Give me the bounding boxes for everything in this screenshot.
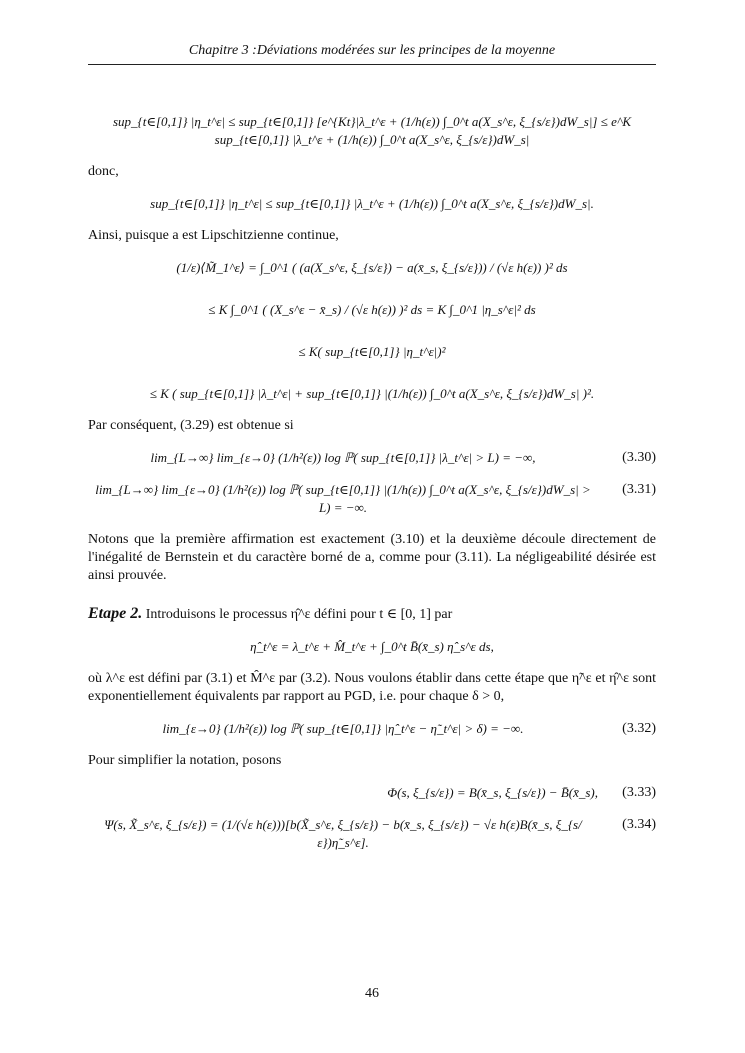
equation-quadratic-variation: (1/ε)⟨M̃_1^ε⟩ = ∫_0^1 ( (a(X_s^ε, ξ_{s/ε}) − a(x̄_s, ξ_{s/ε})) / (√ε h(ε)) )² ds	[176, 260, 568, 275]
equation-body: Ψ(s, X̃_s^ε, ξ_{s/ε}) = (1/(√ε h(ε)))[b(X̃_s^ε, ξ_{s/ε}) − b(x̄_s, ξ_{s/ε}) − √ε h(ε)B(x̄_s, ξ_{s/ε})η̃_s^ε].	[104, 817, 582, 850]
paragraph-etape-2	[88, 605, 656, 624]
running-header: Chapitre 3 :Déviations modérées sur les principes de la moyenne	[88, 42, 656, 65]
equation-bound-k: ≤ K ∫_0^1 ( (X_s^ε − x̄_s) / (√ε h(ε)) )² ds = K ∫_0^1 |η_s^ε|² ds	[208, 302, 536, 317]
equation-number: (3.31)	[622, 482, 656, 497]
equation-3-34	[88, 816, 656, 852]
equation-eta-hat: η̂_t^ε = λ_t^ε + M̂_t^ε + ∫_0^t B̄(x̄_s) η̂_s^ε ds,	[250, 639, 494, 654]
equation-3-31	[88, 481, 656, 517]
text-par-consequent: Par conséquent, (3.29) est obtenue si	[88, 418, 294, 433]
paragraph-notons: Notons que la première affirmation est exactement (3.10) et la deuxième découle directement de l'inégalité de Bernstein et du caractère borné de a, comme pour (3.11). La négligeabilité désirée est ainsi prouvée.	[88, 532, 656, 583]
equation-bound-sup: ≤ K( sup_{t∈[0,1]} |η_t^ε|)²	[298, 344, 446, 359]
equation-body: Φ(s, ξ_{s/ε}) = B(x̄_s, ξ_{s/ε}) − B̄(x̄_s),	[387, 785, 598, 800]
equation-body: lim_{ε→0} (1/h²(ε)) log ℙ( sup_{t∈[0,1]} |η̂_t^ε − η̃_t^ε| > δ) = −∞.	[162, 721, 524, 736]
page-number: 46	[365, 986, 379, 1001]
equation-3-33	[88, 784, 656, 802]
equation-number: (3.30)	[622, 450, 656, 465]
text-ainsi: Ainsi, puisque a est Lipschitzienne continue,	[88, 228, 339, 243]
paragraph-ou: où λ^ε est défini par (3.1) et M̂^ε par (3.2). Nous voulons établir dans cette étape que η̃^ε et η̂^ε sont exponentiellement équivalents par rapport au PGD, i.e. pour chaque δ > 0,	[88, 671, 656, 704]
equation-3-32	[88, 720, 656, 738]
equation-bound-final: ≤ K ( sup_{t∈[0,1]} |λ_t^ε| + sup_{t∈[0,1]} |(1/h(ε)) ∫_0^t a(X_s^ε, ξ_{s/ε})dW_s| )².	[149, 386, 595, 401]
equation-sup-bound-2: sup_{t∈[0,1]} |η_t^ε| ≤ sup_{t∈[0,1]} |λ_t^ε + (1/h(ε)) ∫_0^t a(X_s^ε, ξ_{s/ε})dW_s|.	[150, 196, 594, 211]
equation-3-30	[88, 449, 656, 467]
equation-number: (3.34)	[622, 817, 656, 832]
etape-heading: Etape 2.	[88, 605, 143, 622]
etape-text: Introduisons le processus η̂^ε défini pour t ∈ [0, 1] par	[142, 607, 453, 622]
equation-body: lim_{L→∞} lim_{ε→0} (1/h²(ε)) log ℙ( sup_{t∈[0,1]} |λ_t^ε| > L) = −∞,	[150, 450, 536, 465]
equation-sup-bound: sup_{t∈[0,1]} |η_t^ε| ≤ sup_{t∈[0,1]} [e^{Kt}|λ_t^ε + (1/h(ε)) ∫_0^t a(X_s^ε, ξ_{s/ε})dW_s|] ≤ e^K sup_{t∈[0,1]} |λ_t^ε + (1/h(ε)) ∫_0^t a(X_s^ε, ξ_{s/ε})dW_s|	[112, 114, 632, 147]
equation-body: lim_{L→∞} lim_{ε→0} (1/h²(ε)) log ℙ( sup_{t∈[0,1]} |(1/h(ε)) ∫_0^t a(X_s^ε, ξ_{s/ε})dW_s| > L) = −∞.	[95, 482, 591, 515]
equation-number: (3.32)	[622, 721, 656, 736]
text-pour-simplifier: Pour simplifier la notation, posons	[88, 753, 282, 768]
equation-number: (3.33)	[622, 785, 656, 800]
text-donc: donc,	[88, 164, 119, 179]
